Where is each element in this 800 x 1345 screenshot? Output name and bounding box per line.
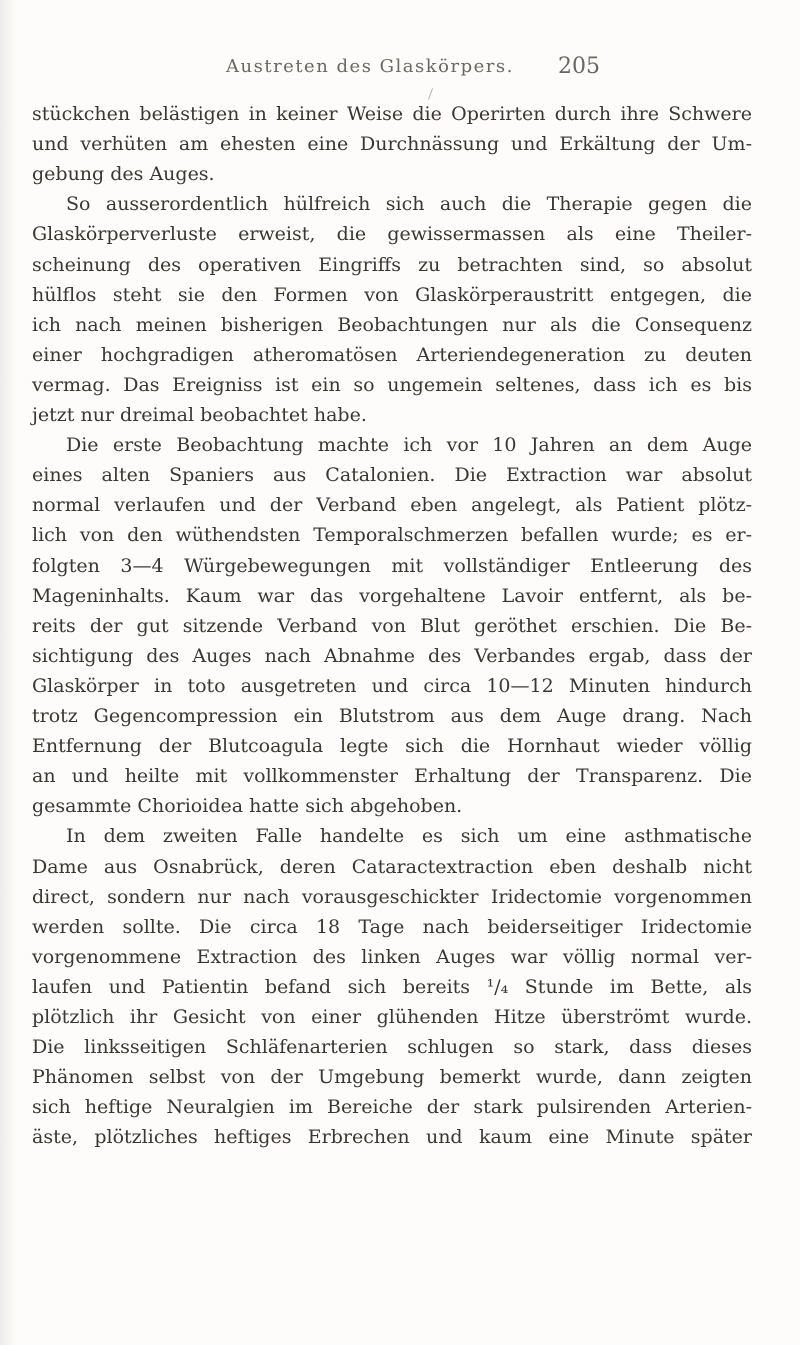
text-line: reits der gut sitzende Verband von Blut geröthet erschien. Die Be- xyxy=(32,615,752,637)
text-line: Entfernung der Blutcoagula legte sich die Hornhaut wieder völlig xyxy=(32,735,752,757)
text-line: gesammte Chorioidea hatte sich abgehoben. xyxy=(32,795,463,817)
running-head xyxy=(226,56,600,96)
text-line: trotz Gegencompression ein Blutstrom aus dem Auge drang. Nach xyxy=(32,705,752,727)
text-line: jetzt nur dreimal beobachtet habe. xyxy=(32,404,367,426)
text-line: einer hochgradigen atheromatösen Arteriendegeneration zu deuten xyxy=(32,344,752,366)
text-line: direct, sondern nur nach vorausgeschickter Iridectomie vorgenommen xyxy=(32,886,752,908)
text-line: Glaskörper in toto ausgetreten und circa 10—12 Minuten hindurch xyxy=(32,675,752,697)
text-line: und verhüten am ehesten eine Durchnässung und Erkältung der Um- xyxy=(32,133,752,155)
text-line: scheinung des operativen Eingriffs zu betrachten sind, so absolut xyxy=(32,254,752,276)
text-line: lich von den wüthendsten Temporalschmerzen befallen wurde; es er- xyxy=(32,524,752,546)
text-line: Die linksseitigen Schläfenarterien schlugen so stark, dass dieses xyxy=(32,1036,752,1058)
text-line: stückchen belästigen in keiner Weise die Operirten durch ihre Schwere xyxy=(32,103,752,125)
text-line: vorgenommene Extraction des linken Auges war völlig normal ver- xyxy=(32,946,752,968)
text-line: folgten 3—4 Würgebewegungen mit vollständiger Entleerung des xyxy=(32,555,752,577)
text-line: plötzlich ihr Gesicht von einer glühenden Hitze überströmt wurde. xyxy=(32,1006,752,1028)
text-line: an und heilte mit vollkommenster Erhaltung der Transparenz. Die xyxy=(32,765,752,787)
text-line: hülflos steht sie den Formen von Glaskörperaustritt entgegen, die xyxy=(32,284,752,306)
text-line: sich heftige Neuralgien im Bereiche der stark pulsirenden Arterien- xyxy=(32,1096,752,1118)
text-line: äste, plötzliches heftiges Erbrechen und kaum eine Minute später xyxy=(32,1126,752,1148)
text-line: Glaskörperverluste erweist, die gewissermassen als eine Theiler- xyxy=(32,223,752,245)
text-line: Phänomen selbst von der Umgebung bemerkt wurde, dann zeigten xyxy=(32,1066,752,1088)
text-line: sichtigung des Auges nach Abnahme des Verbandes ergab, dass der xyxy=(32,645,752,667)
text-line: ich nach meinen bisherigen Beobachtungen nur als die Consequenz xyxy=(32,314,752,336)
text-line: Mageninhalts. Kaum war das vorgehaltene Lavoir entfernt, als be- xyxy=(32,585,752,607)
text-line: Dame aus Osnabrück, deren Cataractextraction eben deshalb nicht xyxy=(32,856,752,878)
text-line: gebung des Auges. xyxy=(32,163,215,185)
running-title: Austreten des Glaskörpers. xyxy=(226,56,514,77)
text-line: normal verlaufen und der Verband eben angelegt, als Patient plötz- xyxy=(32,494,752,516)
text-line: Die erste Beobachtung machte ich vor 10 Jahren an dem Auge xyxy=(66,434,752,456)
page-number: 205 xyxy=(558,54,600,79)
text-line: werden sollte. Die circa 18 Tage nach beiderseitiger Iridectomie xyxy=(32,916,752,938)
text-line: eines alten Spaniers aus Catalonien. Die Extraction war absolut xyxy=(32,464,752,486)
text-line: laufen und Patientin befand sich bereits ¹/₄ Stunde im Bette, als xyxy=(32,976,752,998)
text-line: So ausserordentlich hülfreich sich auch die Therapie gegen die xyxy=(66,193,752,215)
text-line: vermag. Das Ereigniss ist ein so ungemein seltenes, dass ich es bis xyxy=(32,374,752,396)
page-gutter-shadow xyxy=(0,0,16,1345)
text-line: In dem zweiten Falle handelte es sich um eine asthmatische xyxy=(66,825,752,847)
